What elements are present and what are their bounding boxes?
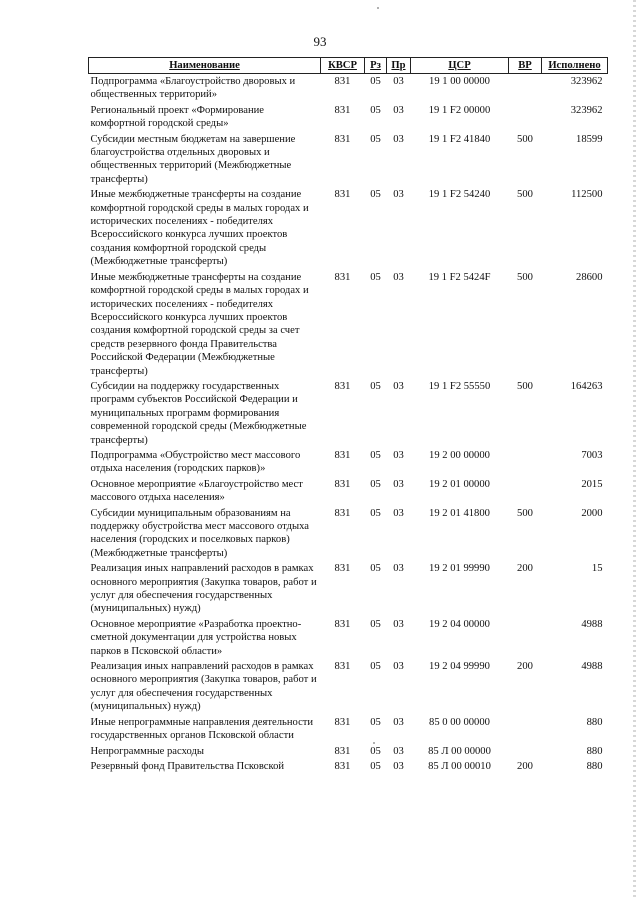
cell-kvsr: 831 (334, 271, 351, 283)
cell-vr: 200 (517, 760, 533, 772)
cell-csr: 19 1 00 00000 (429, 76, 490, 87)
cell-vr: 500 (517, 271, 533, 283)
cell-kvsr: 831 (334, 133, 351, 145)
cell-rz: 05 (370, 563, 381, 575)
cell-pr: 03 (393, 189, 404, 201)
cell-csr: 85 Л 00 00000 (428, 745, 491, 757)
cell-exec: 880 (586, 716, 603, 728)
cell-kvsr: 831 (334, 478, 351, 490)
cell-vr: 500 (517, 189, 533, 201)
cell-name: Непрограммные расходы (90, 745, 204, 757)
table-row (89, 448, 608, 477)
table-row (89, 561, 608, 617)
cell-pr: 03 (393, 478, 404, 490)
table-row (89, 270, 608, 379)
cell-rz: 05 (370, 507, 381, 519)
cell-csr: 19 2 04 99990 (429, 661, 490, 673)
cell-name: Подпрограмма «Обустройство мест массового отдыха населения (городских парков)» (90, 449, 301, 475)
cell-pr: 03 (393, 133, 404, 145)
table-row (89, 74, 608, 103)
cell-kvsr: 831 (334, 104, 351, 116)
column-header-vr: ВР (509, 58, 542, 74)
cell-pr: 03 (393, 716, 404, 728)
cell-rz: 05 (370, 189, 381, 201)
column-header-exec: Исполнено (542, 58, 608, 74)
cell-exec: 4988 (581, 618, 603, 630)
cell-csr: 19 2 04 00000 (429, 618, 490, 630)
table-row (89, 506, 608, 562)
cell-csr: 19 1 F2 54240 (428, 189, 491, 201)
cell-kvsr: 831 (334, 449, 351, 461)
cell-exec: 28600 (576, 271, 603, 283)
cell-kvsr: 831 (334, 76, 351, 87)
cell-rz: 05 (370, 76, 381, 87)
table-row (89, 617, 608, 659)
cell-pr: 03 (393, 507, 404, 519)
cell-name: Подпрограмма «Благоустройство дворовых и общественных территорий» (90, 76, 296, 101)
cell-name: Субсидии на поддержку государственных программ субъектов Российской Федерации и муниципальных программ формирования современной городской среды (Межбюджетные трансферты) (90, 380, 307, 446)
table-row (89, 132, 608, 188)
cell-csr: 19 1 F2 00000 (428, 104, 491, 116)
budget-table (88, 57, 608, 774)
cell-pr: 03 (393, 745, 404, 757)
cell-kvsr: 831 (334, 716, 351, 728)
cell-exec: 7003 (581, 449, 603, 461)
cell-kvsr: 831 (334, 760, 351, 772)
cell-exec: 2000 (581, 507, 603, 519)
cell-exec: 15 (591, 563, 603, 575)
table-row (89, 715, 608, 744)
cell-rz: 05 (370, 380, 381, 392)
column-header-pr: Пр (387, 58, 411, 74)
cell-name: Иные межбюджетные трансферты на создание комфортной городской среды в малых городах и исторических поселениях - победителях Всероссийского конкурса лучших проектов создания комфортной городской среды за счет средств резервного фонда Правительства Российской Федерации (Межбюджетные трансферты) (90, 271, 309, 377)
cell-vr: 500 (517, 133, 533, 145)
table-row (89, 187, 608, 269)
cell-rz: 05 (370, 478, 381, 490)
cell-vr (509, 715, 542, 744)
scan-speck (373, 742, 375, 744)
cell-name: Иные непрограммные направления деятельности государственных органов Псковской области (90, 716, 314, 742)
cell-exec: 164263 (570, 380, 603, 392)
cell-rz: 05 (370, 271, 381, 283)
cell-vr (509, 477, 542, 506)
cell-exec: 18599 (576, 133, 603, 145)
column-header-rz: Рз (365, 58, 387, 74)
cell-exec: 112500 (571, 189, 603, 201)
table-row (89, 379, 608, 448)
cell-vr (509, 744, 542, 759)
cell-csr: 85 Л 00 00010 (428, 760, 491, 772)
cell-vr: 500 (517, 380, 533, 392)
cell-name: Иные межбюджетные трансферты на создание комфортной городской среды в малых городах и исторических поселениях - победителях Всероссийского конкурса лучших проектов создания комфортной городской среды (Межбюджетные трансферты) (90, 189, 309, 268)
cell-csr: 85 0 00 00000 (429, 716, 490, 728)
cell-pr: 03 (393, 661, 404, 673)
cell-pr: 03 (393, 76, 404, 87)
cell-exec: 880 (586, 745, 603, 757)
cell-vr (509, 103, 542, 132)
cell-vr: 200 (517, 563, 533, 575)
cell-pr: 03 (393, 380, 404, 392)
cell-csr: 19 2 01 00000 (429, 478, 490, 490)
cell-rz: 05 (370, 716, 381, 728)
cell-csr: 19 1 F2 41840 (428, 133, 491, 145)
column-header-csr: ЦСР (411, 58, 509, 74)
cell-rz: 05 (370, 618, 381, 630)
cell-kvsr: 831 (334, 661, 351, 673)
table-row (89, 477, 608, 506)
cell-pr: 03 (393, 449, 404, 461)
table-row (89, 744, 608, 759)
cell-kvsr: 831 (334, 745, 351, 757)
scan-speck (377, 7, 379, 9)
cell-vr (509, 448, 542, 477)
cell-pr: 03 (393, 618, 404, 630)
cell-vr (509, 74, 542, 103)
cell-vr: 500 (517, 507, 533, 519)
cell-exec: 323962 (570, 104, 603, 116)
table-row (89, 759, 608, 774)
table-header-row (89, 58, 608, 74)
cell-csr: 19 1 F2 5424F (428, 271, 491, 283)
cell-csr: 19 2 01 99990 (429, 563, 490, 575)
cell-name: Региональный проект «Формирование комфортной городской среды» (90, 104, 265, 130)
cell-pr: 03 (393, 271, 404, 283)
cell-name: Реализация иных направлений расходов в рамках основного мероприятия (Закупка товаров, работ и услуг для обеспечения государственных (муниципальных) нужд) (90, 661, 317, 713)
cell-rz: 05 (370, 104, 381, 116)
column-header-kvsr: КВСР (321, 58, 365, 74)
cell-kvsr: 831 (334, 618, 351, 630)
table-body (89, 74, 608, 775)
budget-table-container (88, 57, 607, 774)
cell-kvsr: 831 (334, 380, 351, 392)
cell-vr (509, 617, 542, 659)
cell-pr: 03 (393, 563, 404, 575)
cell-vr: 200 (517, 661, 533, 673)
cell-rz: 05 (370, 760, 381, 772)
cell-name: Реализация иных направлений расходов в рамках основного мероприятия (Закупка товаров, работ и услуг для обеспечения государственных (муниципальных) нужд) (90, 563, 317, 615)
cell-name: Резервный фонд Правительства Псковской (90, 760, 285, 772)
column-header-name: Наименование (89, 58, 321, 74)
cell-exec: 880 (586, 760, 603, 772)
cell-kvsr: 831 (334, 507, 351, 519)
scanned-page-edge (633, 0, 636, 899)
cell-name: Основное мероприятие «Разработка проектно-сметной документации для устройства новых парков в Псковской области» (90, 618, 302, 657)
table-row (89, 103, 608, 132)
cell-exec: 4988 (581, 661, 603, 673)
cell-name: Субсидии муниципальным образованиям на поддержку обустройства мест массового отдыха населения (городских и поселковых парков) (Межбюджетные трансферты) (90, 507, 310, 559)
cell-kvsr: 831 (334, 563, 351, 575)
cell-rz: 05 (370, 449, 381, 461)
cell-name: Основное мероприятие «Благоустройство мест массового отдыха населения» (90, 478, 303, 504)
cell-csr: 19 2 00 00000 (429, 449, 490, 461)
cell-exec: 323962 (570, 76, 603, 87)
cell-kvsr: 831 (334, 189, 351, 201)
cell-csr: 19 1 F2 55550 (428, 380, 491, 392)
cell-pr: 03 (393, 104, 404, 116)
table-row (89, 659, 608, 715)
page-number: 93 (313, 34, 327, 49)
cell-exec: 2015 (581, 478, 603, 490)
cell-csr: 19 2 01 41800 (429, 507, 490, 519)
cell-rz: 05 (370, 745, 381, 757)
cell-rz: 05 (370, 661, 381, 673)
cell-pr: 03 (393, 760, 404, 772)
cell-name: Субсидии местным бюджетам на завершение благоустройства отдельных дворовых и общественных территорий (Межбюджетные трансферты) (90, 133, 296, 185)
cell-rz: 05 (370, 133, 381, 145)
